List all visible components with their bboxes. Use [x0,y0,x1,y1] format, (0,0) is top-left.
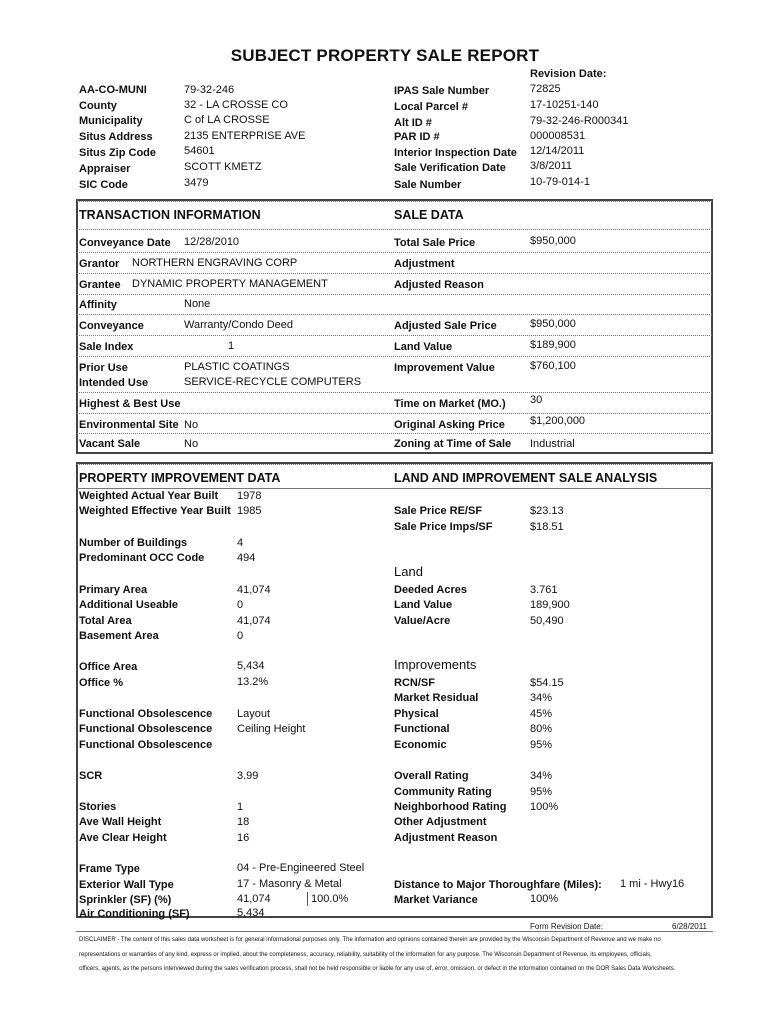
dotted-divider [77,229,712,230]
par-id-value: 000008531 [530,130,586,142]
adjusted-sale-price-label: Adjusted Sale Price [394,320,497,332]
adjustment-reason-label: Adjustment Reason [394,832,498,844]
local-parcel-value: 17-10251-140 [530,99,599,111]
exterior-wall-value: 17 - Masonry & Metal [237,878,342,890]
sprinkler-label: Sprinkler (SF) (%) [79,894,172,906]
occ-code-value: 494 [237,552,256,564]
number-of-buildings-value: 4 [237,537,244,549]
appraiser-value: SCOTT KMETZ [184,161,262,173]
wall-height-label: Ave Wall Height [79,816,162,828]
land-value-label: Land Value [394,341,453,353]
form-revision-label: Form Revision Date: [530,922,603,931]
form-revision-value: 6/28/2011 [672,922,707,931]
market-variance-value: 100% [530,893,559,905]
re-sf-value: $23.13 [530,505,564,517]
total-area-value: 41,074 [237,615,271,627]
functional-obsolescence-2-label: Functional Obsolescence [79,723,213,735]
additional-useable-label: Additional Useable [79,599,179,611]
basement-area-value: 0 [237,630,244,642]
time-on-market-value: 30 [530,394,543,406]
conveyance-date-label: Conveyance Date [79,237,171,249]
sale-number-value: 10-79-014-1 [530,176,590,188]
overall-rating-value: 34% [530,770,553,782]
effective-year-label: Weighted Effective Year Built [79,505,231,517]
time-on-market-label: Time on Market (MO.) [394,398,506,410]
alt-id-value: 79-32-246-R000341 [530,115,629,127]
sale-verification-value: 3/8/2011 [530,160,573,172]
primary-area-value: 41,074 [237,584,271,596]
sic-code-value: 3479 [184,177,209,189]
alt-id-label: Alt ID # [394,117,432,129]
dotted-divider [77,464,712,465]
value-acre-value: 50,490 [530,615,564,627]
community-rating-label: Community Rating [394,786,492,798]
functional-obsolescence-1-label: Functional Obsolescence [79,708,213,720]
functional-obsolescence-2-value: Ceiling Height [237,723,306,735]
office-pct-value: 13.2% [237,676,269,688]
basement-area-label: Basement Area [79,630,159,642]
scr-value: 3.99 [237,770,259,782]
market-residual-value: 34% [530,692,553,704]
sale-number-label: Sale Number [394,179,462,191]
conveyance-value: Warranty/Condo Deed [184,319,294,331]
air-conditioning-value: 5,434 [237,907,265,919]
office-area-label: Office Area [79,661,138,673]
county-label: County [79,100,117,112]
improvement-value-value: $760,100 [530,360,576,372]
original-asking-value: $1,200,000 [530,415,586,427]
dotted-divider [77,314,712,315]
deeded-acres-label: Deeded Acres [394,584,467,596]
market-residual-label: Market Residual [394,692,479,704]
physical-value: 45% [530,708,553,720]
land-heading: Land [394,564,423,579]
dotted-divider [77,252,712,253]
community-rating-value: 95% [530,786,553,798]
revision-date-label: Revision Date: [530,68,607,80]
deeded-acres-value: 3.761 [530,584,558,596]
analysis-heading: LAND AND IMPROVEMENT SALE ANALYSIS [394,471,658,485]
county-value: 32 - LA CROSSE CO [184,99,288,111]
adjusted-reason-label: Adjusted Reason [394,279,484,291]
year-built-value: 1978 [237,490,262,502]
functional-label: Functional [394,723,450,735]
vacant-sale-value: No [184,438,199,450]
clear-height-label: Ave Clear Height [79,832,167,844]
land-value-2-label: Land Value [394,599,453,611]
intended-use-value: SERVICE-RECYCLE COMPUTERS [184,376,362,388]
stories-label: Stories [79,801,117,813]
scr-label: SCR [79,770,103,782]
year-built-label: Weighted Actual Year Built [79,490,219,502]
dotted-divider [77,392,712,393]
other-adjustment-label: Other Adjustment [394,816,487,828]
number-of-buildings-label: Number of Buildings [79,537,188,549]
sale-index-value: 1 [228,340,235,352]
adjusted-sale-price-value: $950,000 [530,318,576,330]
local-parcel-label: Local Parcel # [394,101,468,113]
dotted-divider [77,356,712,357]
sprinkler-pct: 100.0% [311,893,349,905]
re-sf-label: Sale Price RE/SF [394,505,483,517]
rcn-sf-value: $54.15 [530,677,564,689]
wall-height-value: 18 [237,816,250,828]
physical-label: Physical [394,708,439,720]
sale-data-heading: SALE DATA [394,208,464,222]
conveyance-label: Conveyance [79,320,144,332]
municipality-value: C of LA CROSSE [184,114,270,126]
sale-index-label: Sale Index [79,341,134,353]
functional-obsolescence-1-value: Layout [237,708,271,720]
adjustment-label: Adjustment [394,258,455,270]
total-sale-price-value: $950,000 [530,235,576,247]
economic-label: Economic [394,739,447,751]
zoning-label: Zoning at Time of Sale [394,438,512,450]
highest-best-use-label: Highest & Best Use [79,398,181,410]
clear-height-value: 16 [237,832,250,844]
dotted-divider [77,201,712,202]
transaction-heading: TRANSACTION INFORMATION [79,208,261,222]
divider [77,488,712,489]
aa-co-muni-label: AA-CO-MUNI [79,84,147,96]
dotted-divider [77,294,712,295]
improvements-heading: Improvements [394,657,477,672]
office-area-value: 5,434 [237,660,265,672]
effective-year-value: 1985 [237,505,262,517]
par-id-label: PAR ID # [394,131,440,143]
grantee-value: DYNAMIC PROPERTY MANAGEMENT [132,278,328,290]
sale-verification-label: Sale Verification Date [394,162,506,174]
disclaimer-line-1: DISCLAIMER - The content of this sales data worksheet is for general informational purposes only. The information and opinions contained therein are provided by the Wisconsin Department of Revenue and we make no [79,937,661,943]
affinity-value: None [184,298,211,310]
conveyance-date-value: 12/28/2010 [184,236,240,248]
dotted-divider [77,413,712,414]
sprinkler-value: 41,074 [237,893,271,905]
rcn-sf-label: RCN/SF [394,677,435,689]
zoning-value: Industrial [530,438,575,450]
grantee-label: Grantee [79,279,121,291]
improvement-value-label: Improvement Value [394,362,495,374]
page-title: SUBJECT PROPERTY SALE REPORT [230,46,540,65]
market-variance-label: Market Variance [394,894,478,906]
air-conditioning-label: Air Conditioning (SF) [79,908,190,920]
footer-divider [76,931,713,932]
economic-value: 95% [530,739,553,751]
interior-inspection-value: 12/14/2011 [530,145,585,157]
exterior-wall-label: Exterior Wall Type [79,879,174,891]
functional-value: 80% [530,723,553,735]
functional-obsolescence-3-label: Functional Obsolescence [79,739,213,751]
cell-divider [307,892,308,906]
original-asking-label: Original Asking Price [394,419,505,431]
appraiser-label: Appraiser [79,163,131,175]
neighborhood-rating-label: Neighborhood Rating [394,801,507,813]
value-acre-label: Value/Acre [394,615,451,627]
aa-co-muni-value: 79-32-246 [184,84,235,96]
grantor-label: Grantor [79,258,120,270]
situs-zip-value: 54601 [184,145,215,157]
primary-area-label: Primary Area [79,584,148,596]
dotted-divider [77,433,712,434]
dotted-divider [77,273,712,274]
imps-sf-value: $18.51 [530,521,564,533]
situs-zip-label: Situs Zip Code [79,147,156,159]
distance-label: Distance to Major Thoroughfare (Miles): [394,879,602,891]
municipality-label: Municipality [79,115,143,127]
total-sale-price-label: Total Sale Price [394,237,476,249]
stories-value: 1 [237,801,244,813]
neighborhood-rating-value: 100% [530,801,559,813]
distance-value: 1 mi - Hwy16 [620,878,685,890]
overall-rating-label: Overall Rating [394,770,469,782]
occ-code-label: Predominant OCC Code [79,552,205,564]
additional-useable-value: 0 [237,599,244,611]
dotted-divider [77,335,712,336]
disclaimer-line-3: officers, agents, as the persons interviewed during the sales verification process, shall not be held responsible or liable for any use of, error, omission, or defect in the information contained on the DOR Sales Data Worksheets. [79,966,676,972]
frame-type-label: Frame Type [79,863,140,875]
disclaimer-line-2: representations or warranties of any kind, express or implied, about the completeness, accuracy, reliability, suitability of the information for any purpose. The Wisconsin Department of Revenue, its employees, officials, [79,952,652,958]
situs-address-label: Situs Address [79,131,153,143]
intended-use-label: Intended Use [79,377,149,389]
environmental-site-label: Environmental Site [79,419,179,431]
interior-inspection-label: Interior Inspection Date [394,147,517,159]
prior-use-value: PLASTIC COATINGS [184,361,290,373]
improvement-heading: PROPERTY IMPROVEMENT DATA [79,471,281,485]
environmental-site-value: No [184,419,199,431]
sic-code-label: SIC Code [79,179,128,191]
vacant-sale-label: Vacant Sale [79,438,141,450]
ipas-sale-number-value: 72825 [530,83,561,95]
grantor-value: NORTHERN ENGRAVING CORP [132,257,298,269]
imps-sf-label: Sale Price Imps/SF [394,521,493,533]
situs-address-value: 2135 ENTERPRISE AVE [184,130,306,142]
total-area-label: Total Area [79,615,132,627]
affinity-label: Affinity [79,299,117,311]
land-value-2-value: 189,900 [530,599,570,611]
prior-use-label: Prior Use [79,362,128,374]
frame-type-value: 04 - Pre-Engineered Steel [237,862,365,874]
ipas-sale-number-label: IPAS Sale Number [394,85,490,97]
office-pct-label: Office % [79,677,124,689]
land-value-value: $189,900 [530,339,576,351]
